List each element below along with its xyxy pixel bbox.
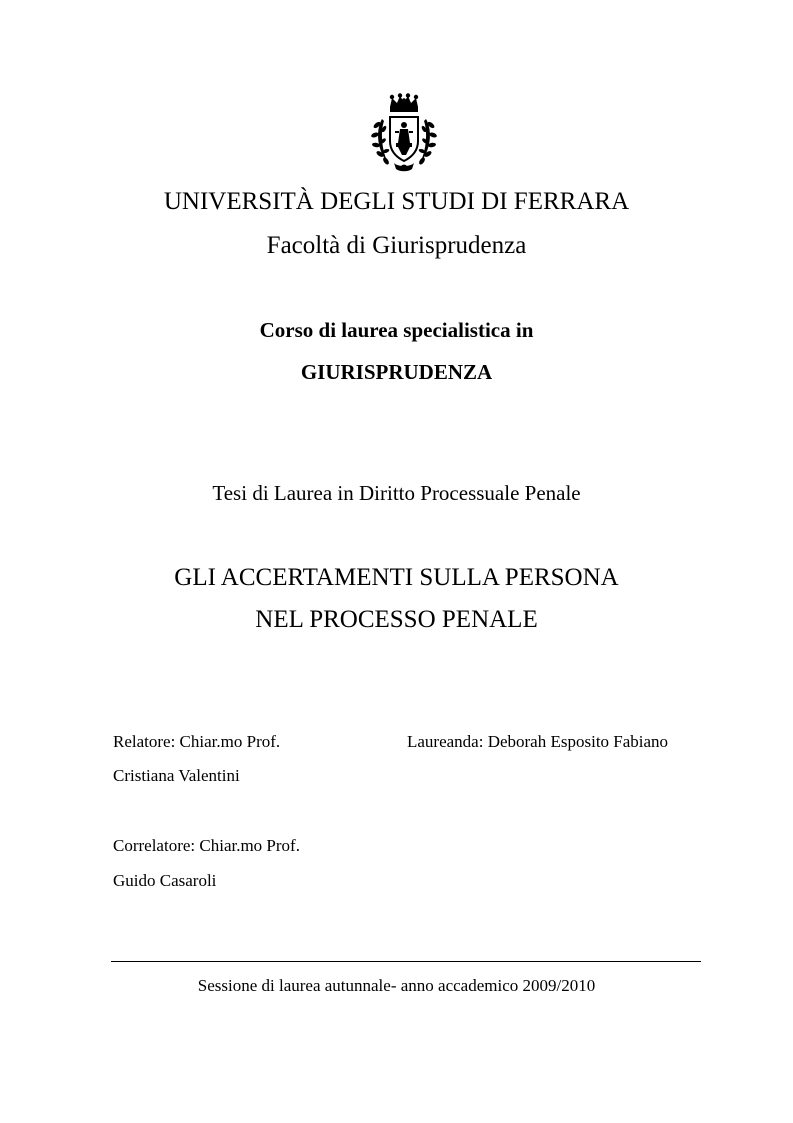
thesis-title-line-2: NEL PROCESSO PENALE [255,606,538,633]
course-line-2: GIURISPRUDENZA [300,360,493,384]
relatore-label: Relatore: Chiar.mo Prof. [113,732,281,751]
university-crest-icon [368,93,440,175]
university-name: UNIVERSITÀ DEGLI STUDI DI FERRARA [163,188,630,215]
faculty-name: Facoltà di Giurisprudenza [266,232,527,259]
correlatore-label: Correlatore: Chiar.mo Prof. [113,836,300,855]
thesis-kind: Tesi di Laurea in Diritto Processuale Penale [212,481,581,505]
footer-divider [111,961,701,962]
thesis-title-line-1: GLI ACCERTAMENTI SULLA PERSONA [174,564,619,591]
correlatore-name: Guido Casaroli [113,871,217,890]
course-line-1: Corso di laurea specialistica in [259,318,534,342]
session-info: Sessione di laurea autunnale- anno accademico 2009/2010 [197,976,596,995]
laureanda: Laureanda: Deborah Esposito Fabiano [407,732,669,751]
relatore-name: Cristiana Valentini [113,766,240,785]
